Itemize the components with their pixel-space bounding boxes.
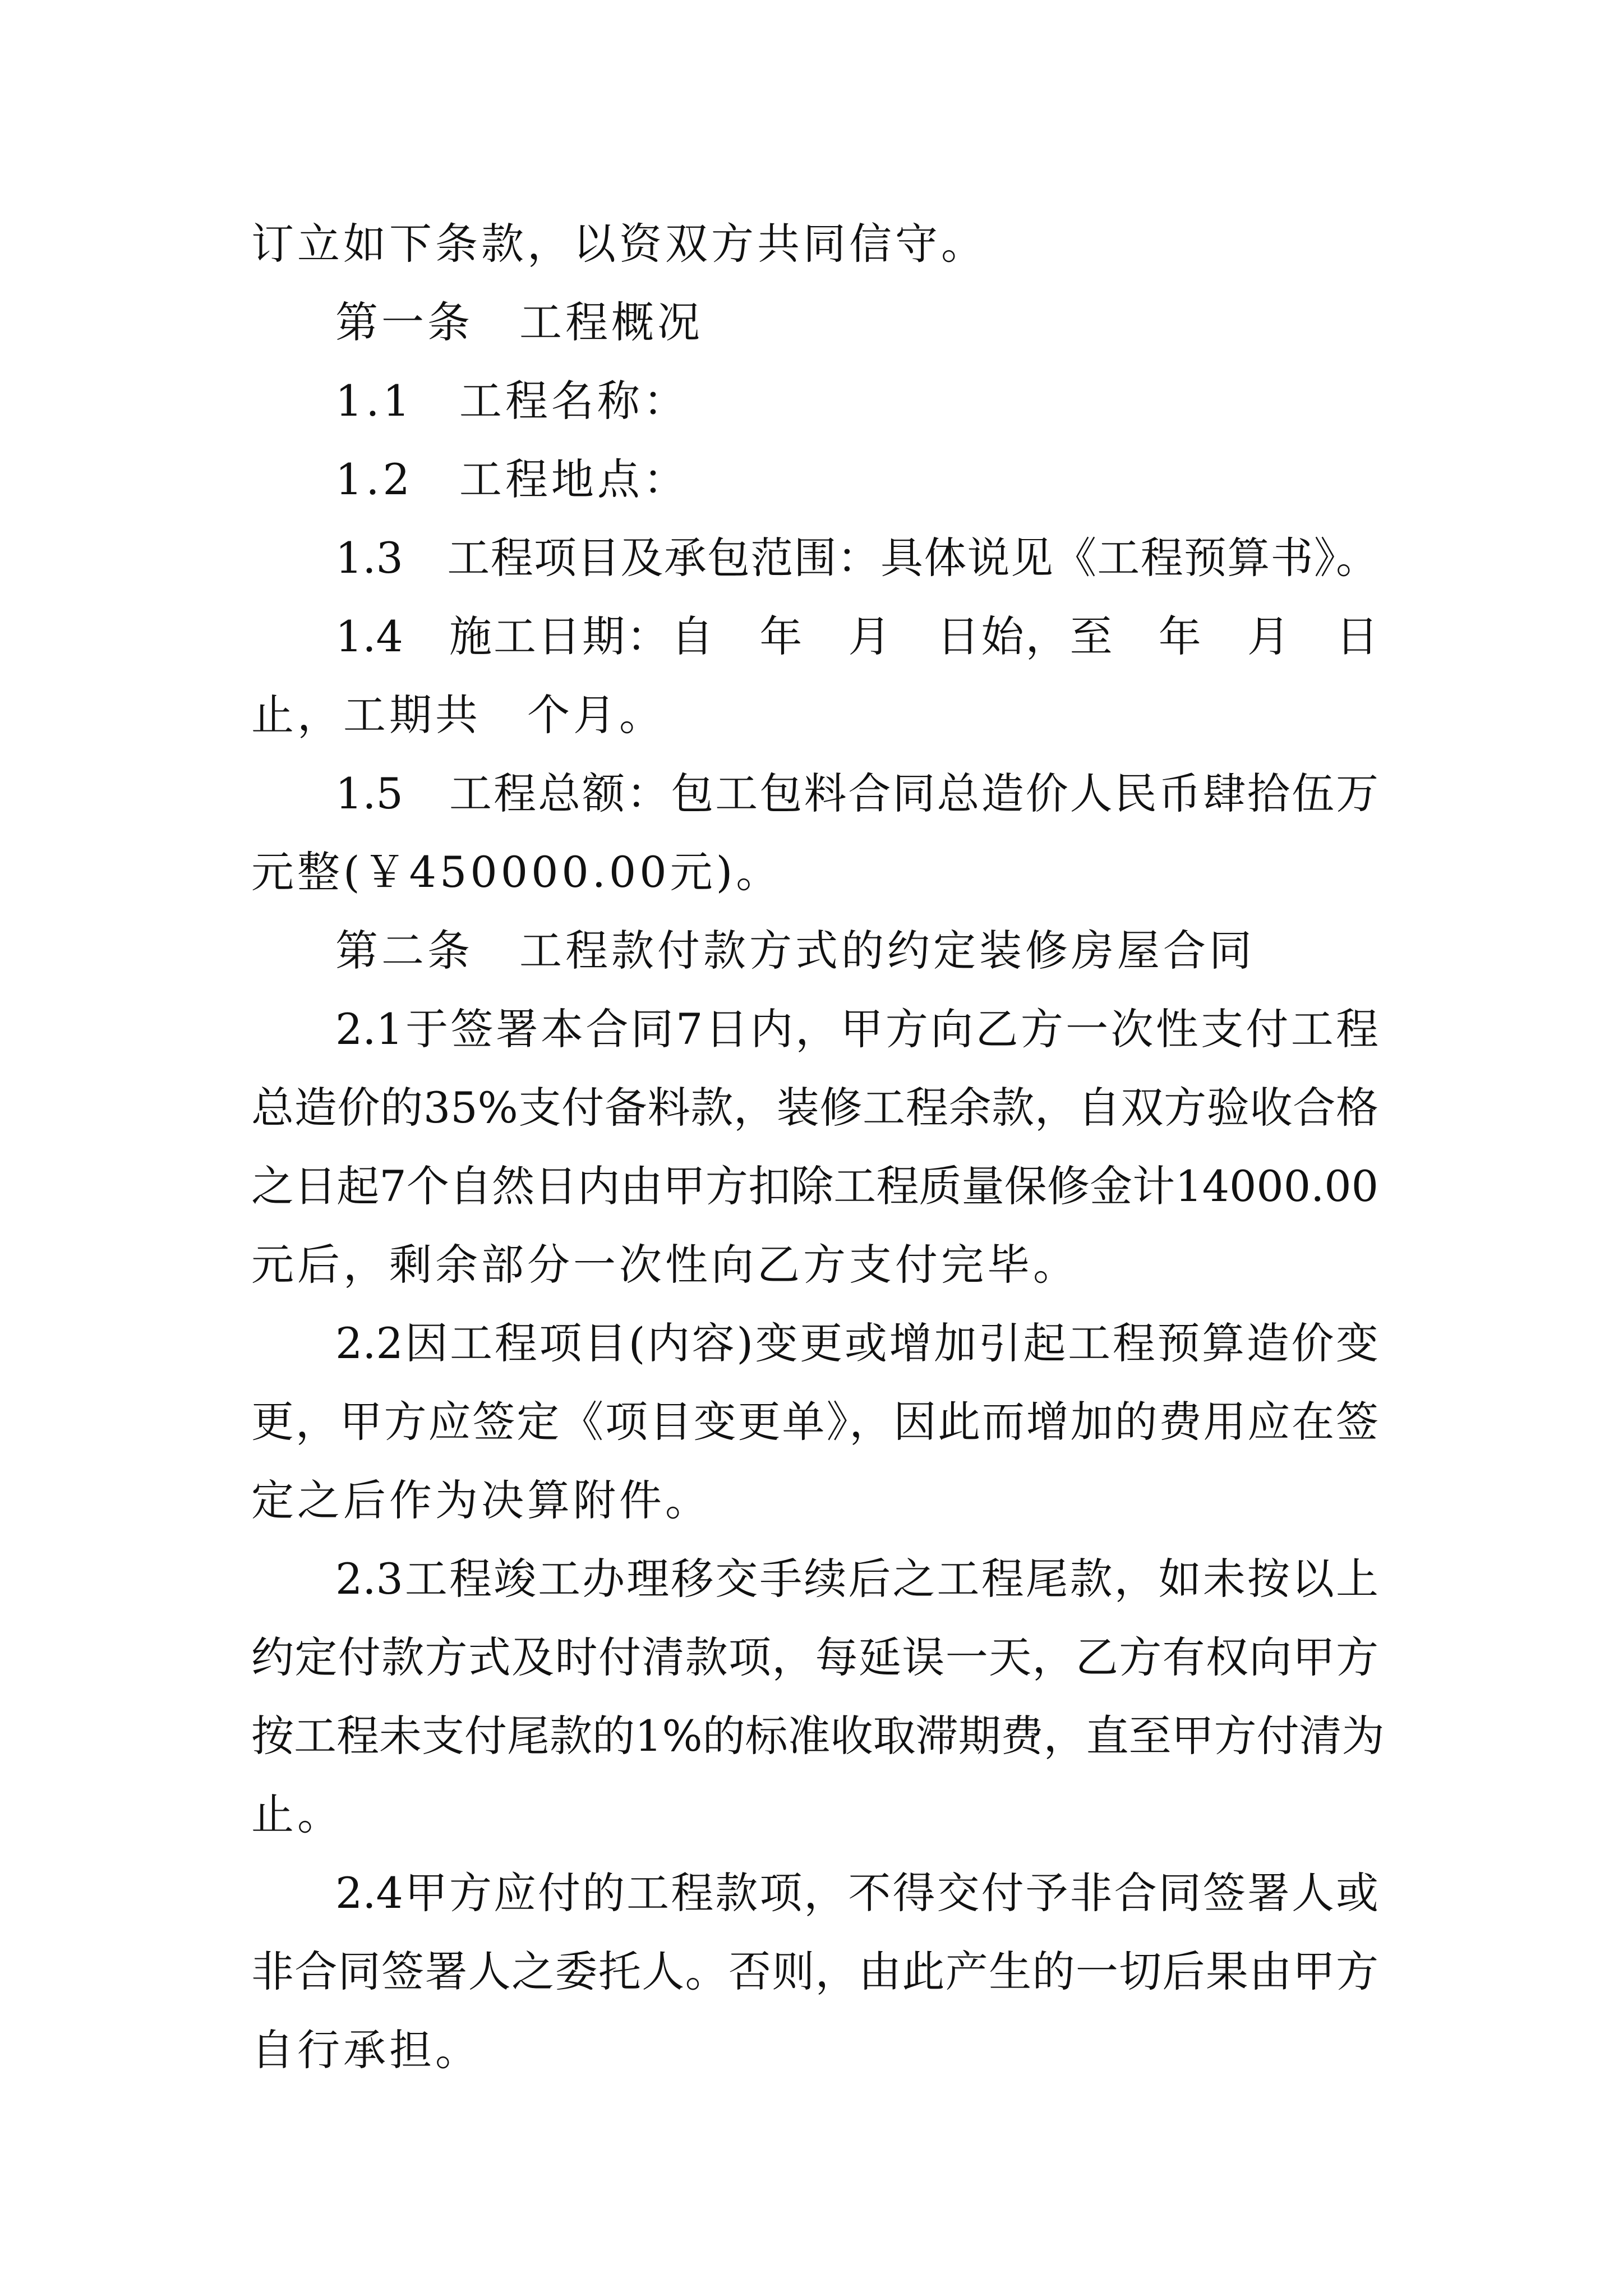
- clause-2-2: 2.2因工程项目(内容)变更或增加引起工程预算造价变: [335, 1318, 1378, 1368]
- clause-2-2-cont-2: 定之后作为决算附件。: [251, 1475, 711, 1525]
- clause-2-1-cont-2: 之日起7个自然日内由甲方扣除工程质量保修金计14000.00: [251, 1161, 1378, 1211]
- clause-2-3: 2.3工程竣工办理移交手续后之工程尾款，如未按以上: [335, 1554, 1378, 1604]
- clause-2-4-cont-2: 自行承担。: [251, 2025, 481, 2075]
- clause-1-2: 1.2 工程地点：: [335, 454, 689, 504]
- clause-1-3: 1.3 工程项目及承包范围：具体说见《工程预算书》。: [335, 533, 1378, 583]
- article-2-heading: 第二条 工程款付款方式的约定装修房屋合同: [335, 926, 1255, 976]
- clause-2-3-cont-2: 按工程未支付尾款的1%的标准收取滞期费，直至甲方付清为: [251, 1711, 1385, 1761]
- clause-2-1-cont-1: 总造价的35%支付备料款，装修工程余款，自双方验收合格: [251, 1083, 1378, 1133]
- clause-1-4-cont: 止，工期共 个月。: [251, 690, 665, 740]
- clause-1-5: 1.5 工程总额：包工包料合同总造价人民币肆拾伍万: [335, 769, 1378, 818]
- clause-1-4: 1.4 施工日期：自 年 月 日始，至 年 月 日: [335, 611, 1378, 661]
- clause-2-3-cont-3: 止。: [251, 1789, 343, 1839]
- clause-1-5-cont: 元整(￥450000.00元)。: [251, 847, 782, 897]
- clause-2-4: 2.4甲方应付的工程款项，不得交付予非合同签署人或: [335, 1868, 1378, 1918]
- clause-1-1: 1.1 工程名称：: [335, 376, 689, 426]
- text-line-1: 订立如下条款，以资双方共同信守。: [251, 219, 987, 269]
- clause-2-4-cont-1: 非合同签署人之委托人。否则，由此产生的一切后果由甲方: [251, 1947, 1378, 1996]
- clause-2-3-cont-1: 约定付款方式及时付清款项，每延误一天，乙方有权向甲方: [251, 1632, 1378, 1682]
- clause-2-1-cont-3: 元后，剩余部分一次性向乙方支付完毕。: [251, 1240, 1079, 1290]
- clause-2-2-cont-1: 更，甲方应签定《项目变更单》，因此而增加的费用应在签: [251, 1397, 1378, 1447]
- clause-2-1: 2.1于签署本合同7日内，甲方向乙方一次性支付工程: [335, 1004, 1378, 1054]
- article-1-heading: 第一条 工程概况: [335, 297, 703, 347]
